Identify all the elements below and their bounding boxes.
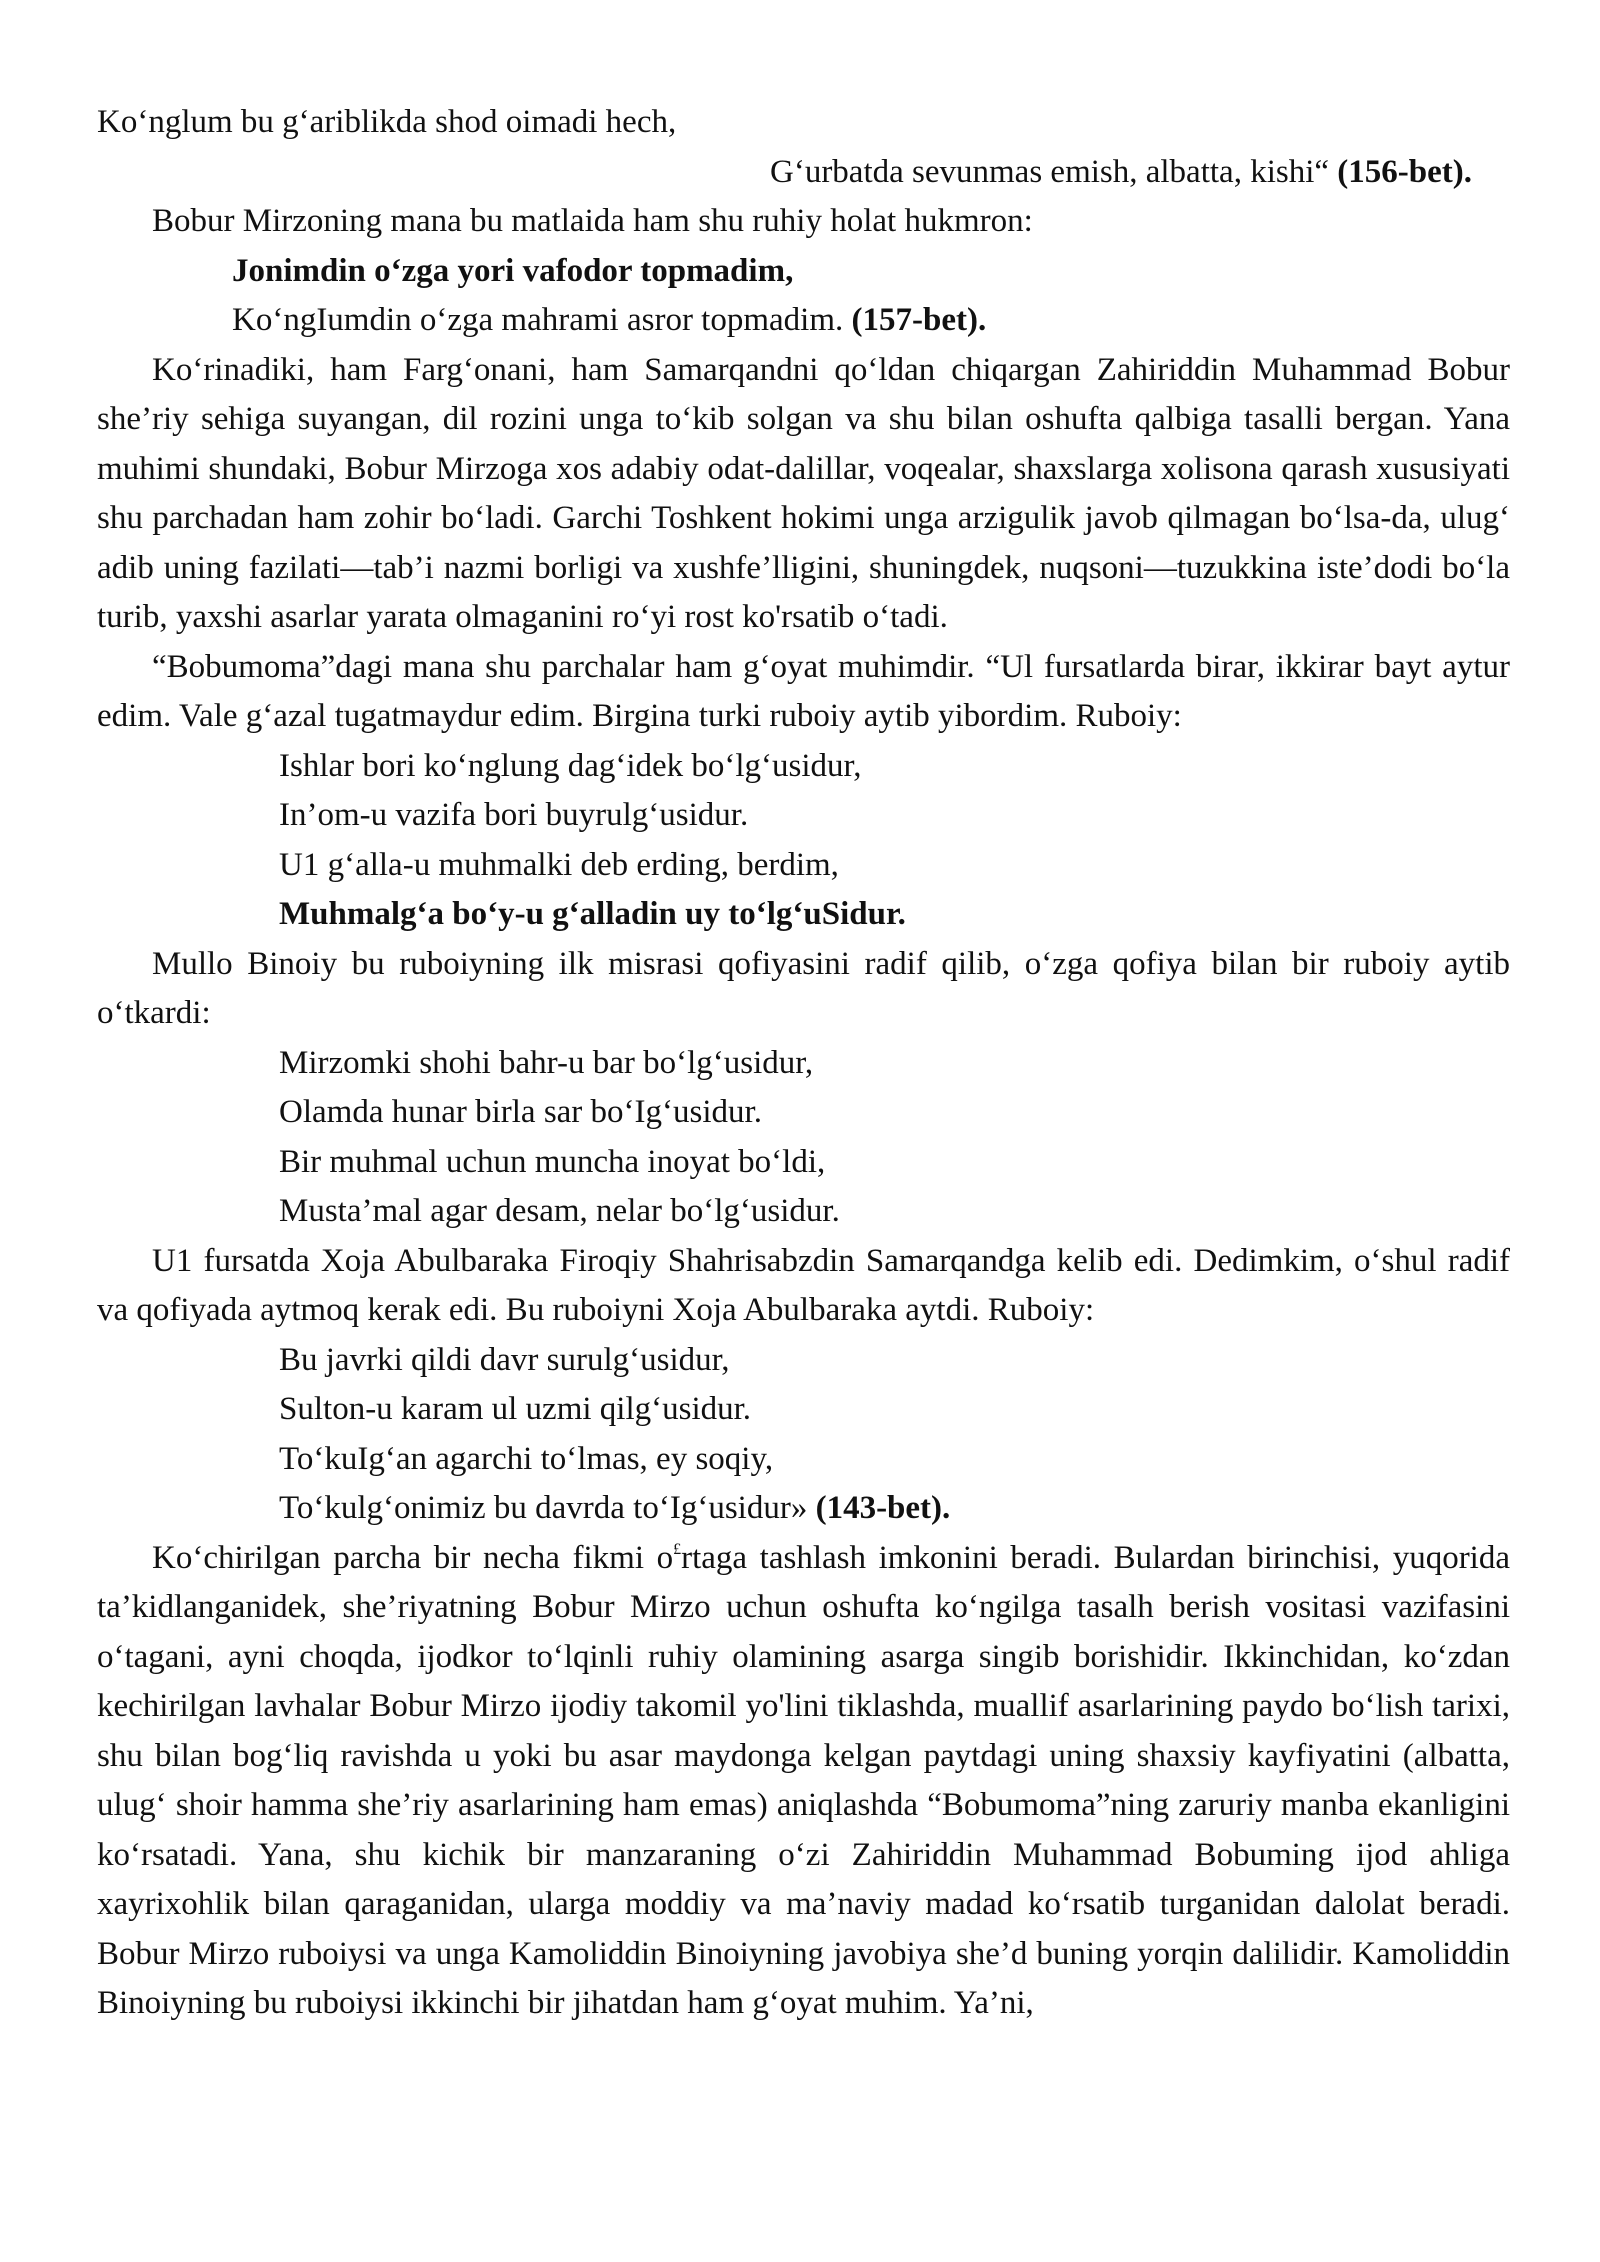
paragraph: [97, 1534, 1510, 2029]
paragraph: Ko‘rinadiki, ham Farg‘onani, ham Samarqandni qo‘ldan chiqargan Zahiriddin Muhammad Bobur she’riy sehiga suyangan, dil rozini unga to‘kib solgan va shu bilan oshufta qalbiga tasalli bergan. Yana muhimi shundaki, Bobur Mirzoga xos adabiy odat-dalillar, voqealar, shaxslarga xolisona qarash xususiyati shu parchadan ham zohir bo‘ladi. Garchi Toshkent hokimi unga arzigulik javob qilmagan bo‘lsa-da, ulug‘ adib uning fazilati—tab’i nazmi borligi va xushfe’lligini, shuningdek, nuqsoni—tuzukkina iste’dodi bo‘la turib, yaxshi asarlar yarata olmaganini ro‘yi rost ko'rsatib o‘tadi.: [97, 351, 1510, 635]
verse-text: To‘kulg‘onimiz bu davrda to‘Ig‘usidur»: [279, 1490, 816, 1526]
ruboiy-line: Mirzomki shohi bahr-u bar bo‘lg‘usidur,: [279, 1044, 814, 1081]
ruboiy-line: U1 g‘alla-u muhmalki deb erding, berdim,: [279, 846, 839, 883]
ruboiy-line-bold: Muhmalg‘a bo‘y-u g‘alladin uy to‘lg‘uSidur.: [279, 896, 906, 932]
paragraph-text: rtaga tashlash imkonini beradi. Bulardan birinchisi, yuqorida ta’kidlanganidek, she’riyatning Bobur Mirzo uchun oshufta ko‘ngilga tasalh berish vositasi vazifasini o‘tagani, ayni choqda, ijodkor to‘lqinli ruhiy olamining asarga singib borishidir. Ikkinchidan, ko‘zdan kechirilgan lavhalar Bobur Mirzo ijodiy takomil yo'lini tiklashda, muallif asarlarining paydo bo‘lish tarixi, shu bilan bog‘liq ravishda u yoki bu asar maydonga kelgan paytdagi uning shaxsiy kayfiyatini (albatta, ulug‘ shoir hamma she’riy asarlarining ham emas) aniqlashda “Bobumoma”ning zaruriy manba ekanligini ko‘rsatadi. Yana, shu kichik bir manzaraning o‘zi Zahiriddin Muhammad Bobuming ijod ahliga xayrixohlik bilan qaraganidan, ularga moddiy va ma’naviy madad ko‘rsatib turganidan dalolat beradi. Bobur Mirzo ruboiysi va unga Kamoliddin Binoiyning javobiya she’d buning yorqin dalilidir. Kamoliddin Binoiyning bu ruboiysi ikkinchi bir jihatdan ham g‘oyat muhim. Ya’ni,: [97, 1539, 1510, 2021]
page-reference: (156-bet).: [1337, 153, 1472, 190]
paragraph-text: Bobur Mirzoning mana bu matlaida ham shu ruhiy holat hukmron:: [152, 203, 1033, 239]
paragraph: [97, 197, 1510, 247]
ruboiy-line: Musta’mal agar desam, nelar bo‘lg‘usidur.: [279, 1193, 840, 1229]
verse-line-with-reference: [97, 296, 1510, 346]
ruboiy-line-with-reference: [97, 1484, 1510, 1534]
ruboiy-line: Bir muhmal uchun muncha inoyat bo‘ldi,: [279, 1143, 826, 1180]
ruboiy-line: Bu javrki qildi davr surulg‘usidur,: [279, 1341, 730, 1378]
page-reference: (157-bet).: [851, 302, 987, 338]
ruboiy-line: Sulton-u karam ul uzmi qilg‘usidur.: [279, 1391, 752, 1427]
ruboiy-line: In’om-u vazifa bori buyrulg‘usidur.: [279, 797, 749, 833]
ruboiy-line: To‘kuIg‘an agarchi to‘lmas, ey soqiy,: [279, 1440, 774, 1477]
verse-line-with-reference: [97, 148, 1510, 198]
verse-text: Ko‘ngIumdin o‘zga mahrami asror topmadim.: [232, 302, 852, 338]
verse-line: Ko‘nglum bu g‘ariblikda shod oimadi hech,: [97, 104, 677, 140]
verse-text: G‘urbatda sevunmas emish, albatta, kishi“: [770, 153, 1338, 190]
ruboiy-line: Ishlar bori ko‘nglung dag‘idek bo‘lg‘usidur,: [279, 747, 862, 784]
paragraph: U1 fursatda Xoja Abulbaraka Firoqiy Shahrisabzdin Samarqandga kelib edi. Dedimkim, o‘shul radif va qofiyada aytmoq kerak edi. Bu ruboiyni Xoja Abulbaraka aytdi. Ruboiy:: [97, 1242, 1510, 1328]
paragraph-text: Ko‘chirilgan parcha bir necha fikmi o: [152, 1539, 674, 1576]
superscript-mark: £: [673, 1540, 682, 1558]
ruboiy-line: Olamda hunar birla sar bo‘Ig‘usidur.: [279, 1094, 762, 1130]
page-reference: (143-bet).: [815, 1490, 951, 1526]
paragraph: Mullo Binoiy bu ruboiyning ilk misrasi qofiyasini radif qilib, o‘zga qofiya bilan bir ruboiy aytib o‘tkardi:: [97, 945, 1510, 1031]
paragraph: “Bobumoma”dagi mana shu parchalar ham g‘oyat muhimdir. “Ul fursatlarda birar, ikkirar bayt aytur edim. Vale g‘azal tugatmaydur edim. Birgina turki ruboiy aytib yibordim. Ruboiy:: [97, 648, 1510, 734]
verse-line-bold: Jonimdin o‘zga yori vafodor topmadim,: [232, 252, 794, 289]
